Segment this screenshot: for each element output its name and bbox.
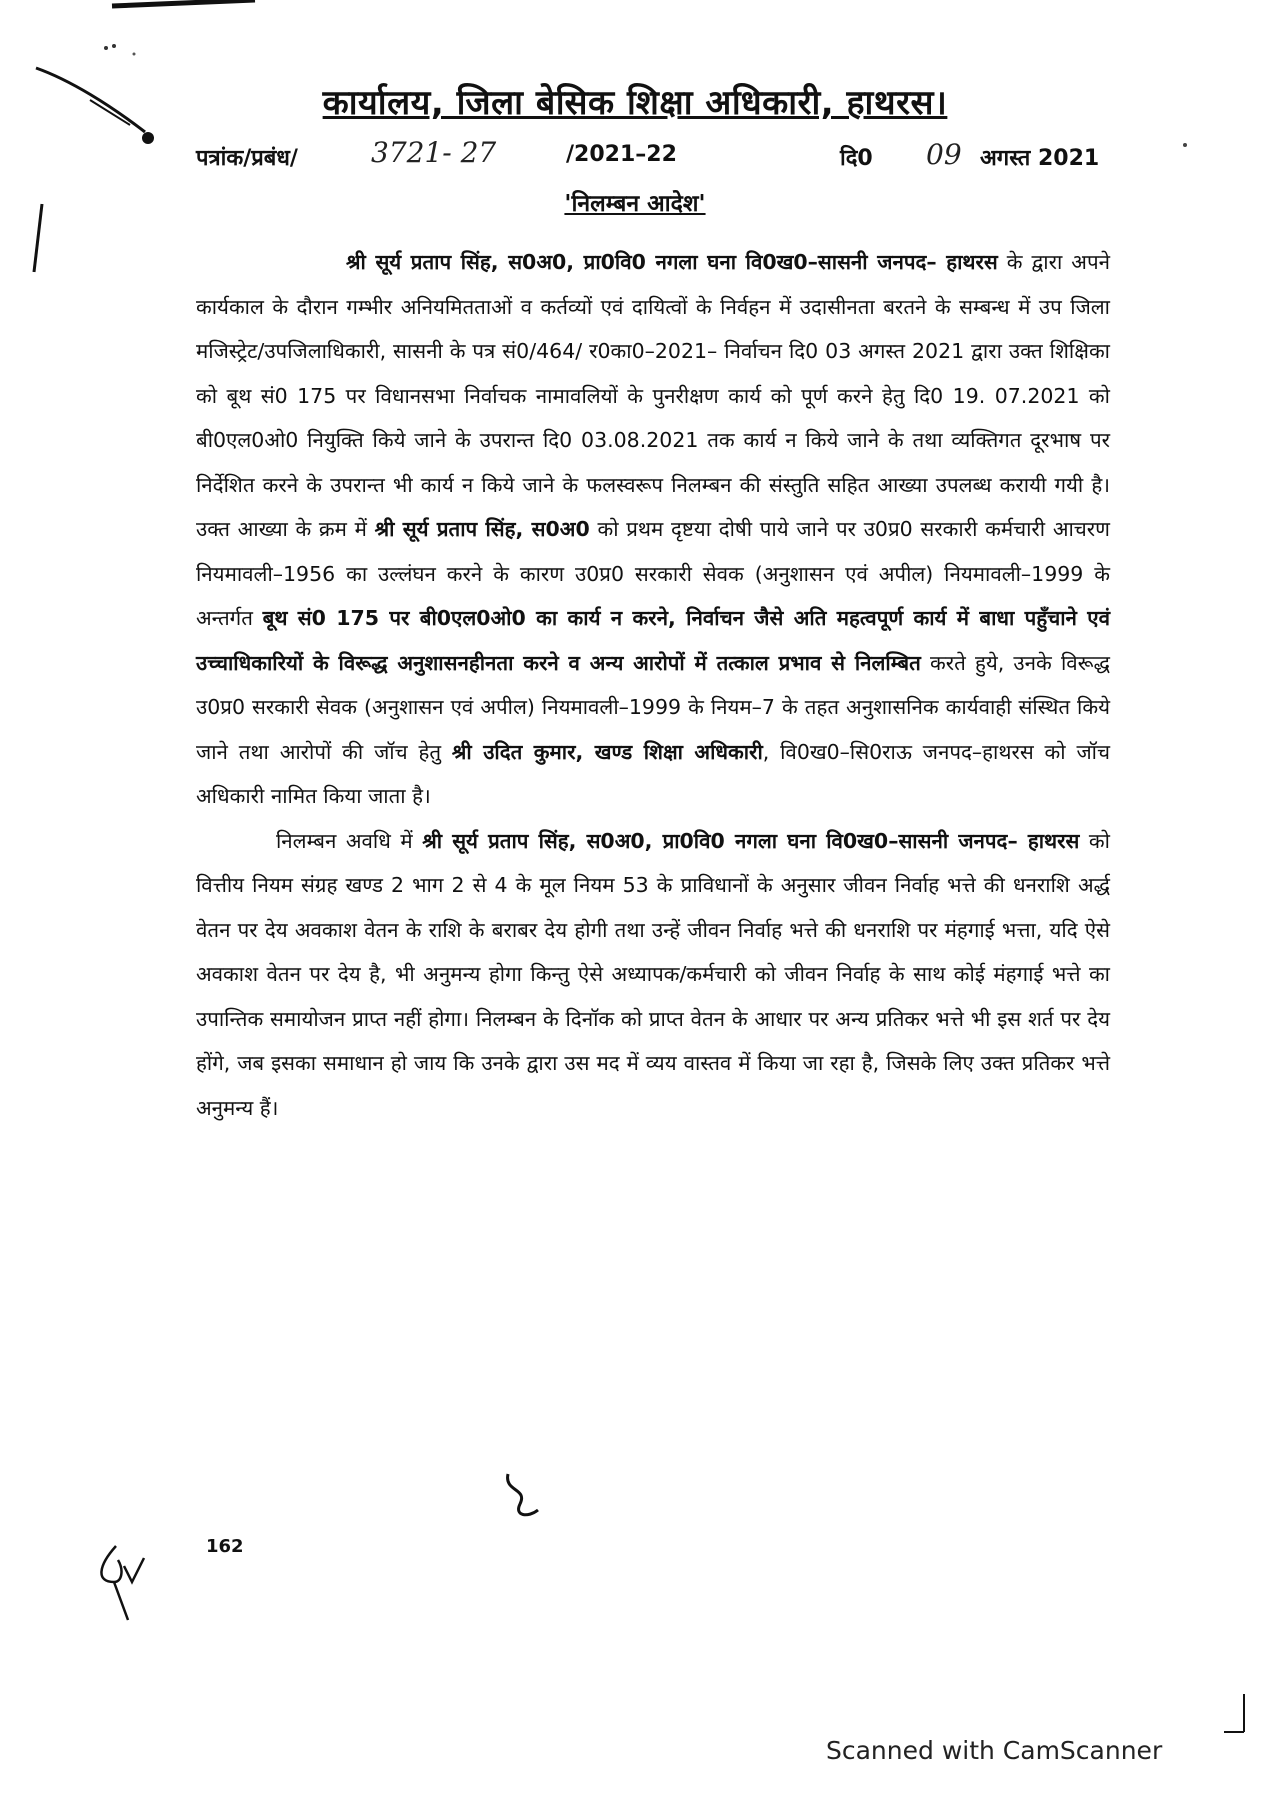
order-body — [196, 240, 1110, 1130]
reference-year: /2021–22 — [566, 142, 677, 167]
paragraph-1-text-b: को प्रथम दृष्टया दोषी पाये जाने पर उ0प्र0 सरकारी कर्मचारी आचरण नियमावली–1956 का उल्लंघन करने के कारण उ0प्र0 सरकारी सेवक (अनुशासन एवं अपील) नियमावली–1999 के अन्तर्गत — [196, 517, 1111, 630]
suspension-reason-bold: बूथ सं0 175 पर बी0एल0ओ0 का कार्य न करने, निर्वाचन जैसे अति महत्वपूर्ण कार्य में बाधा पहुँचाने एवं उच्चाधिकारियों के विरूद्ध अनुशासनहीनता करने व अन्य आरोपों में तत्काल प्रभाव से निलम्बित — [196, 606, 1110, 675]
reference-row — [196, 136, 1100, 182]
date-label: दि0 — [840, 146, 873, 171]
paragraph-1-text-a: के द्वारा अपने कार्यकाल के दौरान गम्भीर अनियमितताओं व कर्तव्यों एवं दायित्वों के निर्वहन में उदासीनता बरतने के सम्बन्ध में उप जिला मजिस्ट्रेट/उपजिलाधिकारी, सासनी के पत्र सं0/464/ र0का0–2021– निर्वाचन दि0 03 अगस्त 2021 द्वारा उक्त शिक्षिका को बूथ सं0 175 पर विधानसभा निर्वाचक नामावलियों के पुनरीक्षण कार्य को पूर्ण करने हेतु दि0 19. 07.2021 को बी0एल0ओ0 नियुक्ति किये जाने के उपरान्त दि0 03.08.2021 तक कार्य न किये जाने के तथा व्यक्तिगत दूरभाष पर निर्देशित करने के उपरान्त भी कार्य न किये जाने के फलस्वरूप निलम्बन की संस्तुति सहित आख्या उपलब्ध करायी गयी है। उक्त आख्या के क्रम में — [196, 250, 1110, 541]
reference-label: पत्रांक/प्रबंध/ — [196, 146, 298, 171]
date-month-year: अगस्त 2021 — [980, 146, 1100, 171]
paragraph-2 — [196, 819, 1110, 1131]
scan-edge-mark — [110, 0, 260, 10]
paragraph-1-text-c: करते हुये, उनके विरूद्ध उ0प्र0 सरकारी सेवक (अनुशासन एवं अपील) नियमावली–1999 के नियम–7 के तहत अनुशासनिक कार्यवाही संस्थित किये जाने तथा आरोपों की जॉच हेतु — [196, 650, 1110, 764]
employee-name-bold: श्री सूर्य प्रताप सिंह, स0अ0, प्रा0वि0 नगला घना वि0ख0–सासनी जनपद– हाथरस — [346, 250, 998, 274]
margin-dots — [100, 40, 140, 60]
employee-name-short-bold: श्री सूर्य प्रताप सिंह, स0अ0 — [374, 517, 590, 541]
reference-number-handwritten: 3721- 27 — [371, 136, 497, 169]
paragraph-1-text-d: , वि0ख0–सि0राऊ जनपद–हाथरस को जॉच अधिकारी नामित किया जाता है। — [196, 739, 1110, 808]
paragraph-1 — [196, 240, 1110, 819]
inquiry-officer-bold: श्री उदित कुमार, खण्ड शिक्षा अधिकारी — [451, 739, 763, 764]
date-day-handwritten: 09 — [926, 138, 962, 171]
page-number: 162 — [206, 1536, 244, 1557]
office-title: कार्यालय, जिला बेसिक शिक्षा अधिकारी, हाथरस। — [322, 83, 948, 123]
signature-initial — [498, 1466, 548, 1526]
corner-bracket-mark — [1220, 1690, 1250, 1740]
paragraph-2-text-a: निलम्बन अवधि में — [276, 828, 423, 853]
scanner-watermark: Scanned with CamScanner — [826, 1736, 1163, 1765]
paragraph-2-text-b: को वित्तीय नियम संग्रह खण्ड 2 भाग 2 से 4 के मूल नियम 53 के प्राविधानों के अनुसार जीवन निर्वाह भत्ते की धनराशि अर्द्ध वेतन पर देय अवकाश वेतन के राशि के बराबर देय होगी तथा उन्हें जीवन निर्वाह भत्ते की धनराशि पर मंहगाई भत्ता, यदि ऐसे अवकाश वेतन पर देय है, भी अनुमन्य होगा किन्तु ऐसे अध्यापक/कर्मचारी को जीवन निर्वाह के साथ कोई मंहगाई भत्ते का उपान्तिक समायोजन प्राप्त नहीं होगा। निलम्बन के दिनॉक को प्राप्त वेतन के आधार पर अन्य प्रतिकर भत्ते भी इस शर्त पर देय होंगे, जब इसका समाधान हो जाय कि उनके द्वारा उस मद में व्यय वास्तव में किया जा रहा है, जिसके लिए उक्त प्रतिकर भत्ते अनुमन्य हैं। — [196, 828, 1110, 1120]
employee-name-bold-2: श्री सूर्य प्रताप सिंह, स0अ0, प्रा0वि0 नगला घना वि0ख0–सासनी जनपद– हाथरस — [422, 828, 1080, 853]
order-heading: 'निलम्बन आदेश' — [564, 191, 706, 217]
stray-dot — [1180, 140, 1190, 150]
margin-handwritten-scribble — [88, 1536, 158, 1626]
